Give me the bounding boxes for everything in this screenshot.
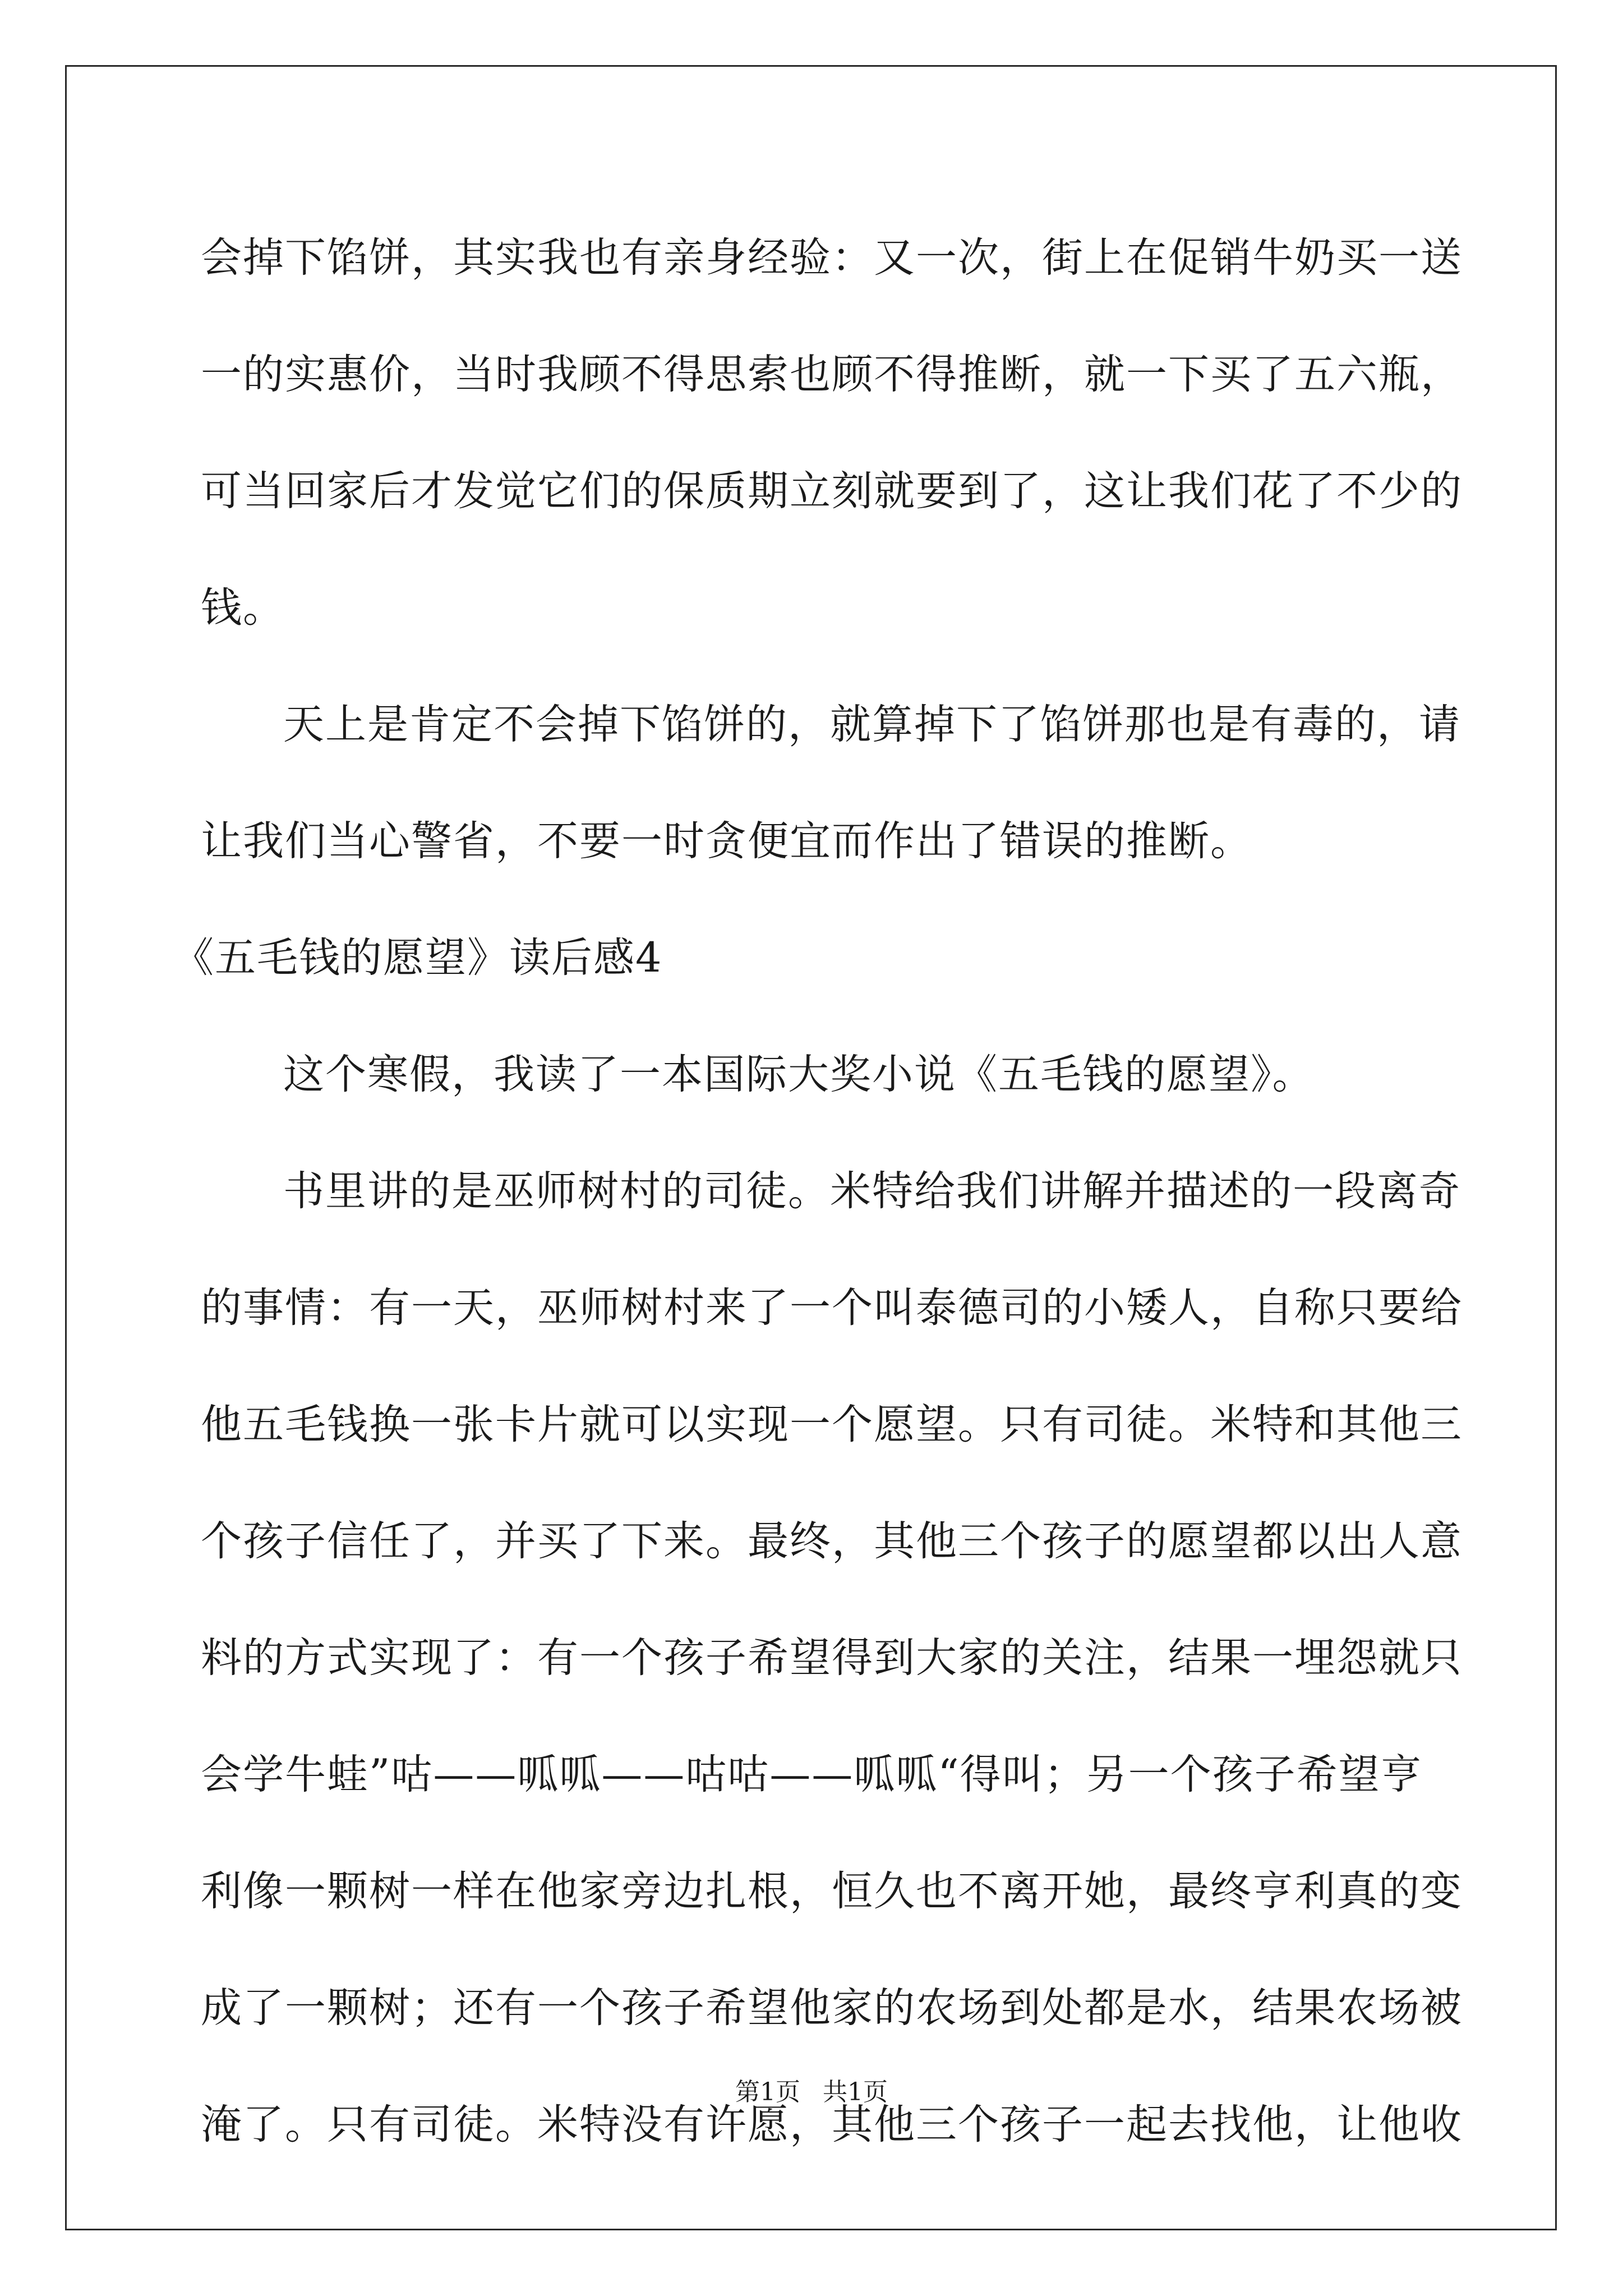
- paragraph-line: 书里讲的是巫师树村的司徒。米特给我们讲解并描述的一段离奇: [283, 1167, 1461, 1215]
- paragraph-line: 这个寒假，我读了一本国际大奖小说《五毛钱的愿望》。: [283, 1051, 1315, 1098]
- paragraph-line: 他五毛钱换一张卡片就可以实现一个愿望。只有司徒。米特和其他三: [201, 1401, 1463, 1448]
- page-footer: [0, 2076, 1623, 2109]
- page-count-total: 共1页: [823, 2078, 888, 2106]
- page-number-current: 第1页: [735, 2078, 800, 2106]
- section-heading: 《五毛钱的愿望》读后感4: [173, 934, 663, 982]
- paragraph-line: 个孩子信任了，并买了下来。最终，其他三个孩子的愿望都以出人意: [201, 1517, 1463, 1565]
- paragraph-line: 成了一颗树；还有一个孩子希望他家的农场到处都是水，结果农场被: [201, 1984, 1463, 2032]
- paragraph-line: 会学牛蛙”咕——呱呱——咕咕——呱呱“得叫；另一个孩子希望亨: [201, 1751, 1423, 1798]
- paragraph-line: 会掉下馅饼，其实我也有亲身经验：又一次，街上在促销牛奶买一送: [201, 234, 1463, 282]
- paragraph-line: 让我们当心警省，不要一时贪便宜而作出了错误的推断。: [201, 817, 1252, 865]
- paragraph-line: 天上是肯定不会掉下馅饼的，就算掉下了馅饼那也是有毒的，请: [283, 701, 1461, 748]
- paragraph-line: 钱。: [201, 584, 285, 632]
- paragraph-line: 淹了。只有司徒。米特没有许愿，其他三个孩子一起去找他，让他收: [201, 2101, 1463, 2148]
- paragraph-line: 可当回家后才发觉它们的保质期立刻就要到了，这让我们花了不少的: [201, 467, 1463, 515]
- document-body: [173, 210, 1463, 2194]
- paragraph-line: 一的实惠价，当时我顾不得思索也顾不得推断，就一下买了五六瓶，: [201, 351, 1463, 398]
- paragraph-line: 利像一颗树一样在他家旁边扎根，恒久也不离开她，最终亨利真的变: [201, 1867, 1463, 1915]
- paragraph-line: 料的方式实现了：有一个孩子希望得到大家的关注，结果一埋怨就只: [201, 1634, 1463, 1682]
- paragraph-line: 的事情：有一天，巫师树村来了一个叫泰德司的小矮人，自称只要给: [201, 1284, 1463, 1332]
